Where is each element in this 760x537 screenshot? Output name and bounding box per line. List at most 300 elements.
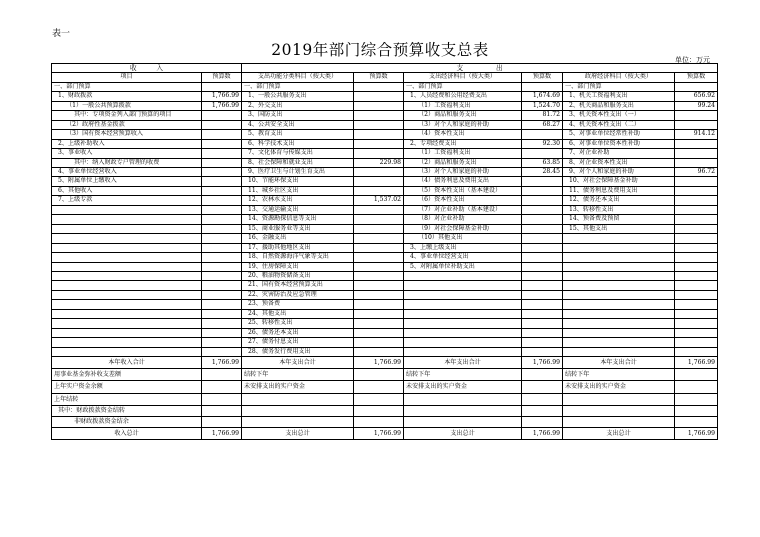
- col-budget: 预算数: [675, 73, 718, 82]
- econ-budget-cell: 1,674.69: [522, 92, 563, 101]
- gov-item-cell: 7、对企业补助: [563, 149, 675, 158]
- income-budget-cell: [202, 300, 242, 309]
- budget-table: [51, 63, 718, 440]
- econ-budget-cell: [522, 177, 563, 186]
- econ-item-cell: （3）对个人和家庭的补助: [404, 120, 522, 129]
- gov-budget-cell: [675, 319, 718, 328]
- func-budget-cell: [354, 328, 404, 337]
- func-budget-cell: [354, 234, 404, 243]
- col-budget: 预算数: [354, 73, 404, 82]
- footer-gov-label: 结转下年: [563, 369, 675, 381]
- subtotal-func-label: 本年支出合计: [242, 357, 354, 369]
- total-econ-value: 1,766.99: [522, 427, 563, 439]
- func-item-cell: 18、自然资源海洋气象等支出: [242, 253, 354, 262]
- income-item-cell: 6、其他收入: [52, 186, 202, 195]
- footer-empty-cell: [202, 393, 242, 405]
- income-item-cell: [52, 224, 202, 233]
- footer-empty-cell: [404, 393, 522, 405]
- func-item-cell: 27、债务付息支出: [242, 338, 354, 347]
- gov-item-cell: 9、对个人和家庭的补助: [563, 167, 675, 176]
- footer-empty-cell: [202, 405, 242, 416]
- footer-empty-cell: [563, 393, 675, 405]
- income-item-cell: [52, 347, 202, 356]
- func-item-cell: 26、债务还本支出: [242, 328, 354, 337]
- econ-item-cell: [404, 281, 522, 290]
- gov-budget-cell: [675, 139, 718, 148]
- table-row: [52, 130, 718, 139]
- gov-budget-cell: [675, 262, 718, 271]
- income-item-cell: （2）政府性基金拨款: [52, 120, 202, 129]
- income-budget-cell: [202, 281, 242, 290]
- footer-empty-cell: [522, 405, 563, 416]
- income-budget-cell: [202, 253, 242, 262]
- func-budget-cell: [354, 120, 404, 129]
- table-row: [52, 82, 718, 91]
- gov-budget-cell: [675, 82, 718, 91]
- gov-item-cell: 13、转移性支出: [563, 205, 675, 214]
- gov-budget-cell: [675, 338, 718, 347]
- table-row: [52, 215, 718, 224]
- income-budget-cell: [202, 149, 242, 158]
- econ-item-cell: （3）对个人和家庭的补助: [404, 167, 522, 176]
- footer-empty-cell: [522, 369, 563, 381]
- income-budget-cell: [202, 262, 242, 271]
- econ-budget-cell: [522, 196, 563, 205]
- func-budget-cell: [354, 177, 404, 186]
- footer-income-label: 非财政拨款资金结余: [52, 416, 202, 427]
- footer-empty-cell: [354, 416, 404, 427]
- func-budget-cell: [354, 271, 404, 280]
- income-item-cell: （3）国有资本经营预算收入: [52, 130, 202, 139]
- econ-item-cell: [404, 319, 522, 328]
- footer-empty-cell: [522, 416, 563, 427]
- income-budget-cell: [202, 309, 242, 318]
- func-item-cell: 14、资源勘探信息等支出: [242, 215, 354, 224]
- table-row: [52, 338, 718, 347]
- func-item-cell: 23、预备费: [242, 300, 354, 309]
- income-item-cell: 一、部门预算: [52, 82, 202, 91]
- econ-item-cell: 1、人员经费和公用经费支出: [404, 92, 522, 101]
- footer-empty-cell: [522, 393, 563, 405]
- footer-empty-cell: [242, 416, 354, 427]
- gov-item-cell: 5、对事业单位经常性补助: [563, 130, 675, 139]
- footer-empty-cell: [675, 381, 718, 393]
- table-row: [52, 196, 718, 205]
- gov-budget-cell: [675, 253, 718, 262]
- income-item-cell: [52, 253, 202, 262]
- income-budget-cell: [202, 130, 242, 139]
- footer-empty-cell: [675, 405, 718, 416]
- func-item-cell: 6、科学技术支出: [242, 139, 354, 148]
- econ-item-cell: （5）资本性支出（基本建设）: [404, 186, 522, 195]
- func-budget-cell: [354, 215, 404, 224]
- table-row: [52, 281, 718, 290]
- gov-budget-cell: 96.72: [675, 167, 718, 176]
- col-item: 项目: [52, 73, 202, 82]
- econ-item-cell: 4、事业单位经营支出: [404, 253, 522, 262]
- table-row: [52, 139, 718, 148]
- income-budget-cell: [202, 234, 242, 243]
- gov-budget-cell: [675, 243, 718, 252]
- income-budget-cell: [202, 139, 242, 148]
- income-budget-cell: [202, 328, 242, 337]
- func-budget-cell: [354, 300, 404, 309]
- table-row: [52, 205, 718, 214]
- gov-budget-cell: [675, 281, 718, 290]
- func-budget-cell: 1,537.02: [354, 196, 404, 205]
- footer-empty-cell: [242, 393, 354, 405]
- gov-item-cell: [563, 234, 675, 243]
- econ-budget-cell: [522, 224, 563, 233]
- table-row: [52, 328, 718, 337]
- gov-budget-cell: [675, 224, 718, 233]
- total-gov-value: 1,766.99: [675, 427, 718, 439]
- expense-header: 支 出: [242, 64, 718, 73]
- income-budget-cell: [202, 319, 242, 328]
- func-budget-cell: [354, 149, 404, 158]
- table-row: [52, 158, 718, 167]
- gov-budget-cell: [675, 158, 718, 167]
- func-budget-cell: [354, 205, 404, 214]
- func-budget-cell: [354, 262, 404, 271]
- econ-item-cell: （2）商品和服务支出: [404, 158, 522, 167]
- func-budget-cell: [354, 101, 404, 110]
- table-row: [52, 120, 718, 129]
- subtotal-gov-label: 本年支出合计: [563, 357, 675, 369]
- gov-item-cell: 一、部门预算: [563, 82, 675, 91]
- table-body: [52, 82, 718, 356]
- page-title: 2019年部门综合预算收支总表: [271, 41, 489, 59]
- footer-empty-cell: [354, 381, 404, 393]
- footer-econ-label: 结转下年: [404, 369, 522, 381]
- footer-empty-cell: [522, 381, 563, 393]
- econ-budget-cell: [522, 319, 563, 328]
- econ-budget-cell: [522, 215, 563, 224]
- gov-budget-cell: [675, 186, 718, 195]
- econ-item-cell: [404, 290, 522, 299]
- econ-item-cell: [404, 300, 522, 309]
- income-item-cell: 3、事业收入: [52, 149, 202, 158]
- gov-budget-cell: [675, 196, 718, 205]
- income-budget-cell: [202, 158, 242, 167]
- col-econ: 支出经济科目（按大类）: [404, 73, 522, 82]
- func-budget-cell: [354, 290, 404, 299]
- table-row: [52, 243, 718, 252]
- econ-budget-cell: [522, 309, 563, 318]
- func-item-cell: 15、商业服务业等支出: [242, 224, 354, 233]
- income-budget-cell: [202, 224, 242, 233]
- func-item-cell: 20、粮油物资储备支出: [242, 271, 354, 280]
- econ-budget-cell: [522, 328, 563, 337]
- footer-func-label: 未安排支出的实户资金: [242, 381, 354, 393]
- income-item-cell: [52, 234, 202, 243]
- econ-item-cell: [404, 328, 522, 337]
- func-item-cell: 19、住房保障支出: [242, 262, 354, 271]
- income-budget-cell: [202, 347, 242, 356]
- income-budget-cell: [202, 120, 242, 129]
- func-item-cell: 2、外交支出: [242, 101, 354, 110]
- footer-empty-cell: [202, 416, 242, 427]
- income-budget-cell: [202, 243, 242, 252]
- gov-budget-cell: [675, 271, 718, 280]
- gov-item-cell: [563, 319, 675, 328]
- income-header: 收 入: [52, 64, 242, 73]
- footer-empty-cell: [354, 369, 404, 381]
- income-budget-cell: [202, 338, 242, 347]
- func-budget-cell: [354, 186, 404, 195]
- income-budget-cell: 1,766.99: [202, 101, 242, 110]
- income-budget-cell: [202, 290, 242, 299]
- func-item-cell: 21、国有资本经营预算支出: [242, 281, 354, 290]
- func-budget-cell: [354, 224, 404, 233]
- func-item-cell: 一、部门预算: [242, 82, 354, 91]
- gov-item-cell: 15、其他支出: [563, 224, 675, 233]
- col-budget: 预算数: [522, 73, 563, 82]
- func-item-cell: 1、一般公共服务支出: [242, 92, 354, 101]
- func-item-cell: 4、公共安全支出: [242, 120, 354, 129]
- econ-budget-cell: [522, 347, 563, 356]
- gov-item-cell: 4、机关资本性支出（二）: [563, 120, 675, 129]
- income-item-cell: [52, 328, 202, 337]
- func-item-cell: 28、债务发行费用支出: [242, 347, 354, 356]
- econ-budget-cell: [522, 234, 563, 243]
- table-row: [52, 234, 718, 243]
- income-budget-cell: [202, 186, 242, 195]
- total-income-value: 1,766.99: [202, 427, 242, 439]
- func-item-cell: 10、节能环保支出: [242, 177, 354, 186]
- footer-func-label: 结转下年: [242, 369, 354, 381]
- table-tag: 表一: [52, 29, 71, 39]
- gov-budget-cell: [675, 205, 718, 214]
- table-row: [52, 177, 718, 186]
- income-item-cell: [52, 271, 202, 280]
- total-econ-label: 支出总计: [404, 427, 522, 439]
- table-row: [52, 347, 718, 356]
- gov-item-cell: 12、债务还本支出: [563, 196, 675, 205]
- econ-budget-cell: [522, 253, 563, 262]
- econ-budget-cell: [522, 130, 563, 139]
- func-budget-cell: 229.98: [354, 158, 404, 167]
- econ-budget-cell: 1,524.70: [522, 101, 563, 110]
- econ-budget-cell: [522, 149, 563, 158]
- gov-budget-cell: [675, 347, 718, 356]
- econ-budget-cell: [522, 243, 563, 252]
- footer-empty-cell: [563, 416, 675, 427]
- func-budget-cell: [354, 281, 404, 290]
- gov-item-cell: [563, 281, 675, 290]
- econ-budget-cell: [522, 271, 563, 280]
- table-row: [52, 92, 718, 101]
- func-item-cell: 13、交通运输支出: [242, 205, 354, 214]
- gov-item-cell: 8、对企业资本性支出: [563, 158, 675, 167]
- income-item-cell: 其中：专项资金列入部门预算的项目: [52, 111, 202, 120]
- income-budget-cell: [202, 111, 242, 120]
- econ-budget-cell: 68.27: [522, 120, 563, 129]
- func-budget-cell: [354, 139, 404, 148]
- econ-item-cell: [404, 347, 522, 356]
- gov-item-cell: [563, 271, 675, 280]
- gov-budget-cell: [675, 290, 718, 299]
- subtotal-gov-value: 1,766.99: [675, 357, 718, 369]
- econ-budget-cell: [522, 205, 563, 214]
- func-budget-cell: [354, 243, 404, 252]
- econ-budget-cell: 92.30: [522, 139, 563, 148]
- unit-label: 单位：万元: [675, 56, 710, 64]
- table-row: [52, 186, 718, 195]
- footer-income-label: 用事业基金弥补收支差额: [52, 369, 202, 381]
- econ-item-cell: （8）对企业补助: [404, 215, 522, 224]
- footer-empty-cell: [675, 393, 718, 405]
- gov-budget-cell: [675, 215, 718, 224]
- func-item-cell: 3、国防支出: [242, 111, 354, 120]
- gov-budget-cell: [675, 328, 718, 337]
- gov-budget-cell: [675, 111, 718, 120]
- func-item-cell: 11、城乡社区支出: [242, 186, 354, 195]
- gov-item-cell: [563, 347, 675, 356]
- econ-budget-cell: [522, 82, 563, 91]
- col-budget: 预算数: [202, 73, 242, 82]
- gov-budget-cell: [675, 149, 718, 158]
- func-budget-cell: [354, 130, 404, 139]
- subtotal-econ-value: 1,766.99: [522, 357, 563, 369]
- gov-item-cell: 6、对事业单位资本性补助: [563, 139, 675, 148]
- econ-item-cell: （7）对企业补助（基本建设）: [404, 205, 522, 214]
- func-item-cell: 24、其他支出: [242, 309, 354, 318]
- footer-empty-cell: [354, 405, 404, 416]
- func-item-cell: 9、医疗卫生与计划生育支出: [242, 167, 354, 176]
- gov-budget-cell: 656.92: [675, 92, 718, 101]
- table-row: [52, 111, 718, 120]
- gov-budget-cell: [675, 300, 718, 309]
- income-item-cell: 7、上级专款: [52, 196, 202, 205]
- gov-item-cell: [563, 300, 675, 309]
- gov-item-cell: 3、机关资本性支出（一）: [563, 111, 675, 120]
- table-row: [52, 309, 718, 318]
- footer-empty-cell: [675, 369, 718, 381]
- func-item-cell: 17、援助其他地区支出: [242, 243, 354, 252]
- func-item-cell: 22、灾害防治及应急管理: [242, 290, 354, 299]
- func-item-cell: 8、社会保障和就业支出: [242, 158, 354, 167]
- func-budget-cell: [354, 111, 404, 120]
- func-budget-cell: [354, 82, 404, 91]
- subtotal-income-value: 1,766.99: [202, 357, 242, 369]
- econ-budget-cell: [522, 281, 563, 290]
- footer-empty-cell: [202, 369, 242, 381]
- gov-item-cell: 14、预备费及预留: [563, 215, 675, 224]
- gov-budget-cell: [675, 309, 718, 318]
- income-budget-cell: [202, 167, 242, 176]
- econ-item-cell: [404, 338, 522, 347]
- income-budget-cell: [202, 196, 242, 205]
- econ-item-cell: （1）工资福利支出: [404, 149, 522, 158]
- footer-empty-cell: [404, 405, 522, 416]
- func-item-cell: 12、农林水支出: [242, 196, 354, 205]
- income-budget-cell: [202, 215, 242, 224]
- gov-item-cell: [563, 253, 675, 262]
- func-budget-cell: [354, 319, 404, 328]
- income-item-cell: 2、上级补助收入: [52, 139, 202, 148]
- gov-budget-cell: [675, 234, 718, 243]
- income-item-cell: 5、附属单位上缴收入: [52, 177, 202, 186]
- table-row: [52, 167, 718, 176]
- subtotal-income-label: 本年收入合计: [52, 357, 202, 369]
- footer-income-label: 上年实户资金余额: [52, 381, 202, 393]
- table-row: [52, 271, 718, 280]
- income-item-cell: [52, 243, 202, 252]
- footer-empty-cell: [242, 405, 354, 416]
- income-item-cell: [52, 290, 202, 299]
- footer-empty-cell: [563, 405, 675, 416]
- econ-item-cell: （4）资本性支出: [404, 130, 522, 139]
- func-budget-cell: [354, 338, 404, 347]
- func-budget-cell: [354, 309, 404, 318]
- econ-budget-cell: [522, 338, 563, 347]
- total-func-value: 1,766.99: [354, 427, 404, 439]
- footer-empty-cell: [202, 381, 242, 393]
- econ-item-cell: （10）其他支出: [404, 234, 522, 243]
- econ-item-cell: （4）债务利息及费用支出: [404, 177, 522, 186]
- footer-econ-label: 未安排支出的实户资金: [404, 381, 522, 393]
- func-budget-cell: [354, 347, 404, 356]
- gov-item-cell: 10、对社会保障基金补助: [563, 177, 675, 186]
- table-row: [52, 101, 718, 110]
- gov-item-cell: [563, 309, 675, 318]
- econ-budget-cell: [522, 186, 563, 195]
- income-item-cell: [52, 319, 202, 328]
- econ-budget-cell: [522, 300, 563, 309]
- func-budget-cell: [354, 253, 404, 262]
- income-item-cell: 4、事业单位经营收入: [52, 167, 202, 176]
- income-item-cell: [52, 262, 202, 271]
- table-row: [52, 319, 718, 328]
- footer-empty-cell: [404, 416, 522, 427]
- econ-item-cell: [404, 271, 522, 280]
- table-row: [52, 300, 718, 309]
- table-row: [52, 262, 718, 271]
- econ-item-cell: 一、部门预算: [404, 82, 522, 91]
- footer-income-label: 其中：财政拨款资金结转: [52, 405, 202, 416]
- table-row: [52, 149, 718, 158]
- gov-budget-cell: 914.12: [675, 130, 718, 139]
- gov-item-cell: [563, 328, 675, 337]
- gov-item-cell: [563, 262, 675, 271]
- footer-empty-cell: [675, 416, 718, 427]
- income-item-cell: 1、财政拨款: [52, 92, 202, 101]
- footer-gov-label: 未安排支出的实户资金: [563, 381, 675, 393]
- econ-item-cell: 5、对附属单位补助支出: [404, 262, 522, 271]
- income-budget-cell: [202, 82, 242, 91]
- func-item-cell: 7、文化体育与传媒支出: [242, 149, 354, 158]
- gov-item-cell: [563, 243, 675, 252]
- income-item-cell: [52, 309, 202, 318]
- econ-item-cell: （1）工资福利支出: [404, 101, 522, 110]
- income-item-cell: 其中：纳入财政专户管理的收费: [52, 158, 202, 167]
- table-row: [52, 253, 718, 262]
- econ-item-cell: （9）对社会保障基金补助: [404, 224, 522, 233]
- total-gov-label: 支出总计: [563, 427, 675, 439]
- econ-budget-cell: [522, 262, 563, 271]
- income-item-cell: [52, 281, 202, 290]
- income-item-cell: [52, 205, 202, 214]
- func-item-cell: 16、金融支出: [242, 234, 354, 243]
- gov-item-cell: 11、债务利息及费用支出: [563, 186, 675, 195]
- econ-budget-cell: [522, 290, 563, 299]
- income-budget-cell: [202, 271, 242, 280]
- income-item-cell: （1）一般公共预算拨款: [52, 101, 202, 110]
- gov-item-cell: [563, 338, 675, 347]
- table-row: [52, 290, 718, 299]
- econ-item-cell: 3、上缴上级支出: [404, 243, 522, 252]
